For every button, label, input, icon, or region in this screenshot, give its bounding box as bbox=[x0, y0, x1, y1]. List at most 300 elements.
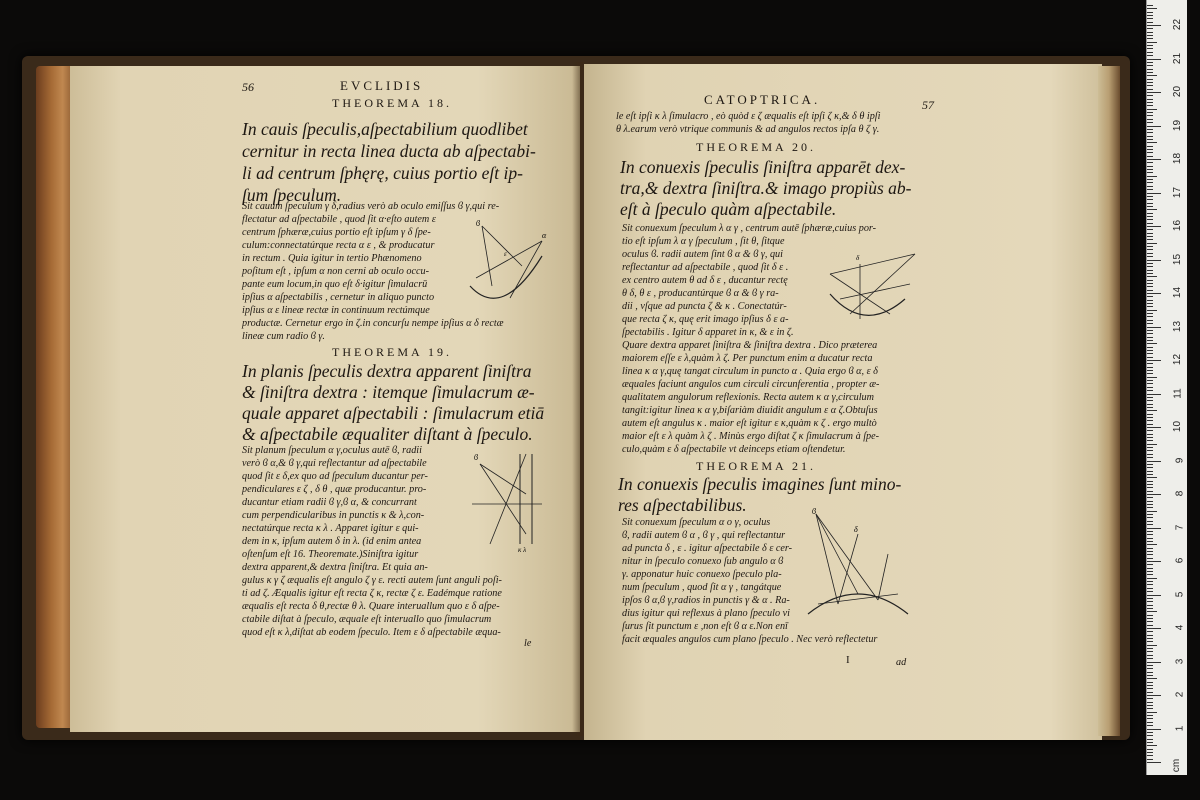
ruler-label: 12 bbox=[1171, 353, 1183, 366]
ruler-label: 4 bbox=[1174, 624, 1186, 631]
ruler-tick bbox=[1147, 82, 1153, 83]
figure-convex-mirror-21 bbox=[798, 504, 918, 634]
ruler-tick bbox=[1147, 79, 1153, 80]
theorem-19-heading: THEOREMA 19. bbox=[332, 345, 452, 359]
ruler-tick bbox=[1147, 15, 1153, 16]
ruler-tick bbox=[1147, 430, 1153, 431]
ruler-tick bbox=[1147, 115, 1153, 116]
ruler-tick bbox=[1147, 95, 1153, 96]
ruler-tick bbox=[1147, 608, 1153, 609]
left-page bbox=[70, 66, 580, 732]
ruler-tick bbox=[1147, 75, 1157, 76]
ruler-tick bbox=[1147, 290, 1153, 291]
demonstration-line: ad puncta δ , ε . igitur aſpectabile δ ε cer- bbox=[622, 543, 793, 554]
ruler-tick bbox=[1147, 648, 1153, 649]
svg-text:δ: δ bbox=[856, 254, 860, 262]
demonstration-line: autem eſt angulus κ . maior eſt igitur ε κ,quàm κ ζ . ergo multò bbox=[622, 418, 877, 429]
page-edges-right bbox=[1098, 66, 1120, 736]
ruler-tick bbox=[1147, 213, 1153, 214]
measuring-ruler bbox=[1146, 0, 1187, 775]
ruler-tick bbox=[1147, 25, 1161, 26]
proposition-line: cernitur in recta linea ducta ab aſpectabi- bbox=[242, 141, 536, 161]
ruler-tick bbox=[1147, 172, 1153, 173]
ruler-tick bbox=[1147, 464, 1153, 465]
ruler-unit: cm bbox=[1170, 758, 1182, 773]
figure-concave-mirror bbox=[462, 216, 552, 306]
ruler-label: 9 bbox=[1174, 457, 1186, 463]
ruler-tick bbox=[1147, 615, 1153, 616]
ruler-tick bbox=[1147, 745, 1157, 746]
ruler-tick bbox=[1147, 635, 1153, 636]
demonstration-line: nectatúrque recta κ λ . Apparet igitur ε qui- bbox=[242, 523, 419, 534]
ruler-label: 14 bbox=[1171, 286, 1183, 299]
demonstration-line: tio eſt ipſum λ α γ ſpeculum , ſit θ, ſitque bbox=[622, 236, 785, 247]
ruler-tick bbox=[1147, 300, 1153, 301]
ruler-tick bbox=[1147, 42, 1157, 43]
ruler-tick bbox=[1147, 407, 1153, 408]
ruler-tick bbox=[1147, 605, 1153, 606]
ruler-tick bbox=[1147, 306, 1153, 307]
demonstration-line: ipſius α aſpectabilis , cernetur in aliquo puncto bbox=[242, 292, 435, 303]
ruler-tick bbox=[1147, 638, 1153, 639]
ruler-tick bbox=[1147, 662, 1161, 663]
ruler-tick bbox=[1147, 129, 1153, 130]
demonstration-line: poſitum eſt , ipſum α non cerni ab oculo occu- bbox=[242, 266, 429, 277]
ruler-tick bbox=[1147, 410, 1157, 411]
ruler-tick bbox=[1147, 367, 1153, 368]
ruler-label: 18 bbox=[1171, 152, 1183, 165]
ruler-tick bbox=[1147, 440, 1153, 441]
demonstration-line: ctabile diſtat à ſpeculo, æquale eſt interuallo quo ſimulacrum bbox=[242, 614, 492, 625]
svg-text:α: α bbox=[542, 231, 547, 240]
ruler-tick bbox=[1147, 223, 1153, 224]
demonstration-line: Quare dextra apparet ſiniſtra & ſiniſtra dextra . Dico præterea bbox=[622, 340, 878, 351]
proposition-line: tra,& dextra ſiniſtra.& imago propiùs ab- bbox=[620, 178, 912, 198]
demonstration-line: γ. apponatur huic conuexo ſpeculo pla- bbox=[622, 569, 782, 580]
demonstration-line: ſurus ſit punctum ε ,non eſt ϐ α ε.Non enī bbox=[622, 621, 788, 632]
demonstration-line: centrum ſphæræ,cuius portio eſt ipſum γ δ ſpe- bbox=[242, 227, 431, 238]
ruler-tick bbox=[1147, 283, 1153, 284]
ruler-tick bbox=[1147, 682, 1153, 683]
ruler-tick bbox=[1147, 450, 1153, 451]
ruler-tick bbox=[1147, 621, 1153, 622]
theorem-20-heading: THEOREMA 20. bbox=[696, 140, 816, 154]
ruler-tick bbox=[1147, 554, 1153, 555]
ruler-tick bbox=[1147, 611, 1157, 612]
demonstration-line: maiorem eſſe ε λ,quàm λ ζ. Per punctum enim α ducatur recta bbox=[622, 353, 873, 364]
ruler-tick bbox=[1147, 256, 1153, 257]
demonstration-line: æqualis eſt recta δ θ,rectæ θ λ. Quare interuallum quo ε δ aſpe- bbox=[242, 601, 500, 612]
proposition-line: In cauis ſpeculis,aſpectabilium quodlibet bbox=[242, 119, 528, 139]
ruler-label: 11 bbox=[1172, 387, 1184, 399]
ruler-tick bbox=[1147, 253, 1153, 254]
ruler-tick bbox=[1147, 270, 1153, 271]
demonstration-line: in rectum . Quia igitur in tertio Phænomeno bbox=[242, 253, 422, 264]
ruler-tick bbox=[1147, 568, 1153, 569]
running-head-left: EVCLIDIS bbox=[340, 78, 424, 93]
ruler-tick bbox=[1147, 584, 1153, 585]
ruler-tick bbox=[1147, 541, 1153, 542]
ruler-tick bbox=[1147, 323, 1153, 324]
ruler-tick bbox=[1147, 142, 1157, 143]
demonstration-line: tangit:igitur linea κ α γ,biſariàm diuidit angulum ε α ζ.Obtuſus bbox=[622, 405, 878, 416]
proposition-line: li ad centrum ſphęrę, cuius portio eſt ip- bbox=[242, 163, 523, 183]
ruler-tick bbox=[1147, 497, 1153, 498]
ruler-tick bbox=[1147, 491, 1153, 492]
ruler-tick bbox=[1147, 655, 1153, 656]
ruler-tick bbox=[1147, 461, 1161, 462]
proposition-line: In conuexis ſpeculis imagines ſunt mino- bbox=[618, 474, 902, 494]
ruler-tick bbox=[1147, 166, 1153, 167]
ruler-tick bbox=[1147, 501, 1153, 502]
folio-left: 56 bbox=[242, 80, 254, 94]
demonstration-line: ipſius α ε lineæ rectæ in continuum rectúmque bbox=[242, 305, 430, 316]
ruler-tick bbox=[1147, 243, 1157, 244]
ruler-tick bbox=[1147, 397, 1153, 398]
proposition-line: quale apparet aſpectabili : ſimulacrum etiā bbox=[242, 403, 545, 423]
ruler-label: 17 bbox=[1171, 186, 1183, 198]
ruler-tick bbox=[1147, 182, 1153, 183]
ruler-tick bbox=[1147, 159, 1161, 160]
ruler-tick bbox=[1147, 199, 1153, 200]
ruler-tick bbox=[1147, 534, 1153, 535]
ruler-tick bbox=[1147, 651, 1153, 652]
ruler-label: 8 bbox=[1174, 490, 1186, 497]
ruler-tick bbox=[1147, 477, 1157, 478]
ruler-tick bbox=[1147, 350, 1153, 351]
ruler-tick bbox=[1147, 109, 1157, 110]
ruler-tick bbox=[1147, 708, 1153, 709]
ruler-tick bbox=[1147, 62, 1153, 63]
ruler-tick bbox=[1147, 162, 1153, 163]
catchword-left: le bbox=[524, 638, 532, 649]
ruler-tick bbox=[1147, 484, 1153, 485]
ruler-tick bbox=[1147, 591, 1153, 592]
ruler-tick bbox=[1147, 55, 1153, 56]
ruler-tick bbox=[1147, 571, 1153, 572]
ruler-tick bbox=[1147, 122, 1153, 123]
ruler-tick bbox=[1147, 233, 1153, 234]
ruler-tick bbox=[1147, 544, 1157, 545]
ruler-tick bbox=[1147, 186, 1153, 187]
svg-text:δ: δ bbox=[854, 525, 858, 534]
ruler-label: 7 bbox=[1174, 524, 1186, 530]
ruler-tick bbox=[1147, 742, 1153, 743]
ruler-tick bbox=[1147, 718, 1153, 719]
demonstration-line: oſtenſum eſt 16. Theoremate.)Siniſtra igitur bbox=[242, 549, 419, 560]
ruler-tick bbox=[1147, 280, 1153, 281]
ruler-tick bbox=[1147, 327, 1161, 328]
ruler-tick bbox=[1147, 209, 1157, 210]
ruler-tick bbox=[1147, 474, 1153, 475]
demonstration-line: facit æquales angulos cum plano ſpeculo . Nec verò reflectetur bbox=[622, 634, 878, 645]
demonstration-line: Sit conuexum ſpeculum α ο γ, oculus bbox=[622, 517, 771, 528]
demonstration-line: que recta ζ κ, quę erit imago ipſius δ ε a- bbox=[622, 314, 789, 325]
ruler-tick bbox=[1147, 698, 1153, 699]
ruler-tick bbox=[1147, 538, 1153, 539]
figure-convex-mirror-20 bbox=[820, 244, 920, 334]
demonstration-line: ducantur etiam radii ϐ γ,ϐ α, & concurrant bbox=[242, 497, 417, 508]
ruler-tick bbox=[1147, 531, 1153, 532]
ruler-tick bbox=[1147, 625, 1153, 626]
ruler-tick bbox=[1147, 370, 1153, 371]
proposition-line: In planis ſpeculis dextra apparent ſiniſtra bbox=[242, 361, 532, 381]
ruler-label: 6 bbox=[1174, 557, 1186, 564]
ruler-tick bbox=[1147, 357, 1153, 358]
ruler-tick bbox=[1147, 715, 1153, 716]
svg-text:ϐ: ϐ bbox=[474, 453, 478, 462]
ruler-tick bbox=[1147, 581, 1153, 582]
demonstration-line: ϐ, radii autem ϐ α , ϐ γ , qui reflectantur bbox=[622, 530, 786, 541]
ruler-tick bbox=[1147, 303, 1153, 304]
demonstration-line: dem in κ, ipſum autem δ in λ. (id enim antea bbox=[242, 536, 422, 547]
ruler-tick bbox=[1147, 712, 1157, 713]
demonstration-line: linea κ α γ,quę tangat circulum in puncto α . Quia ergo ϐ α, ε δ bbox=[622, 366, 878, 377]
demonstration-line: ſpectabilis . Igitur δ apparet in κ, & ε in ζ. bbox=[622, 327, 794, 338]
ruler-tick bbox=[1147, 273, 1153, 274]
page-edges-left bbox=[36, 66, 74, 728]
ruler-tick bbox=[1147, 69, 1153, 70]
ruler-tick bbox=[1147, 383, 1153, 384]
demonstration-line: gulus κ γ ζ æqualis eſt angulo ζ γ ε. recti autem ſunt anguli poſi- bbox=[242, 575, 502, 586]
ruler-tick bbox=[1147, 102, 1153, 103]
ruler-tick bbox=[1147, 337, 1153, 338]
ruler-tick bbox=[1147, 454, 1153, 455]
demonstration-line: qualitatem angulorum reflexionis. Recta autem κ α γ,circulum bbox=[622, 392, 875, 403]
ruler-tick bbox=[1147, 276, 1157, 277]
demonstration-line: θ δ, θ ε , producantúrque ϐ α & ϐ γ ra- bbox=[622, 288, 779, 299]
signature-mark: I bbox=[846, 654, 850, 666]
demonstration-line: cum perpendicularibus in punctis κ & λ,con- bbox=[242, 510, 425, 521]
ruler-tick bbox=[1147, 179, 1153, 180]
demonstration-line: culo,quàm ε δ aſpectabile vt deinceps etiam oſtendetur. bbox=[622, 444, 846, 455]
svg-text:κ λ: κ λ bbox=[518, 546, 527, 554]
ruler-tick bbox=[1147, 514, 1153, 515]
ruler-tick bbox=[1147, 249, 1153, 250]
ruler-tick bbox=[1147, 561, 1161, 562]
ruler-tick bbox=[1147, 45, 1153, 46]
ruler-tick bbox=[1147, 119, 1153, 120]
demonstration-line: quod eſt κ λ,diſtat ab eodem ſpeculo. Item ε δ aſpectabile æqua- bbox=[242, 627, 501, 638]
proposition-line: res aſpectabilibus. bbox=[618, 495, 747, 515]
ruler-tick bbox=[1147, 457, 1153, 458]
ruler-label: 13 bbox=[1171, 320, 1183, 332]
demonstration-line: ex centro autem θ ad δ ε , ducantur rectę bbox=[622, 275, 788, 286]
ruler-tick bbox=[1147, 316, 1153, 317]
catchword-right: ad bbox=[896, 657, 907, 668]
demonstration-line: productæ. Cernetur ergo in ζ.in concurſu nempe ipſius α δ rectæ bbox=[242, 318, 504, 329]
ruler-tick bbox=[1147, 72, 1153, 73]
demonstration-line: dextra apparent,& dextra ſiniſtra. Et quia an- bbox=[242, 562, 428, 573]
ruler-tick bbox=[1147, 226, 1161, 227]
ruler-tick bbox=[1147, 601, 1153, 602]
demonstration-line: dius igitur qui reflexus à plano ſpeculo vi bbox=[622, 608, 790, 619]
demonstration-line: verò ϐ α,& ϐ γ,qui reflectantur ad aſpectabile bbox=[242, 458, 427, 469]
ruler-tick bbox=[1147, 437, 1153, 438]
ruler-tick bbox=[1147, 35, 1153, 36]
ruler-tick bbox=[1147, 447, 1153, 448]
ruler-tick bbox=[1147, 296, 1153, 297]
ruler-tick bbox=[1147, 631, 1153, 632]
ruler-tick bbox=[1147, 152, 1153, 153]
ruler-tick bbox=[1147, 675, 1153, 676]
ruler-tick bbox=[1147, 363, 1153, 364]
ruler-tick bbox=[1147, 32, 1153, 33]
ruler-label: 2 bbox=[1174, 691, 1186, 698]
ruler-tick bbox=[1147, 293, 1161, 294]
folio-right: 57 bbox=[922, 98, 934, 112]
demonstration-line: lineæ cum radio ϐ γ. bbox=[242, 331, 325, 342]
ruler-tick bbox=[1147, 598, 1153, 599]
ruler-tick bbox=[1147, 471, 1153, 472]
ruler-tick bbox=[1147, 759, 1153, 760]
theorem-18-heading: THEOREMA 18. bbox=[332, 96, 452, 110]
demonstration-line: nitur in ſpeculo conuexo ſub angulo α ϐ bbox=[622, 556, 784, 567]
ruler-tick bbox=[1147, 246, 1153, 247]
ruler-tick bbox=[1147, 156, 1153, 157]
ruler-tick bbox=[1147, 672, 1153, 673]
ruler-label: 3 bbox=[1174, 658, 1186, 664]
continuation-line: θ λ.earum verò vtrique communis & ad angulos rectos ipſa θ ζ γ. bbox=[616, 124, 880, 135]
demonstration-line: quod ſit ε δ,ex quo ad ſpeculum ducantur per- bbox=[242, 471, 428, 482]
ruler-tick bbox=[1147, 645, 1157, 646]
ruler-tick bbox=[1147, 404, 1153, 405]
ruler-tick bbox=[1147, 551, 1153, 552]
ruler-tick bbox=[1147, 528, 1161, 529]
ruler-tick bbox=[1147, 206, 1153, 207]
ruler-tick bbox=[1147, 427, 1161, 428]
ruler-tick bbox=[1147, 390, 1153, 391]
ruler-tick bbox=[1147, 595, 1161, 596]
ruler-tick bbox=[1147, 658, 1153, 659]
ruler-tick bbox=[1147, 219, 1153, 220]
demonstration-line: Sit conuexum ſpeculum λ α γ , centrum autē ſphæræ,cuius por- bbox=[622, 223, 877, 234]
ruler-tick bbox=[1147, 400, 1153, 401]
ruler-tick bbox=[1147, 132, 1153, 133]
demonstration-line: pante eum locum,in quo eſt δ·igitur ſimulacrū bbox=[242, 279, 428, 290]
proposition-line: In conuexis ſpeculis ſiniſtra apparēt dex- bbox=[620, 157, 906, 177]
ruler-tick bbox=[1147, 752, 1153, 753]
demonstration-line: dii , vſque ad puncta ζ & κ . Conectatúr- bbox=[622, 301, 787, 312]
ruler-tick bbox=[1147, 735, 1153, 736]
demonstration-line: reflectantur ad aſpectabile , quod ſit δ ε . bbox=[622, 262, 789, 273]
ruler-tick bbox=[1147, 548, 1153, 549]
continuation-line: le eſt ipſi κ λ ſimulacro , eò quòd ε ζ æqualis eſt ipſi ζ κ,& δ θ ipſi bbox=[616, 111, 881, 122]
ruler-tick bbox=[1147, 333, 1153, 334]
ruler-tick bbox=[1147, 310, 1157, 311]
ruler-tick bbox=[1147, 99, 1153, 100]
svg-text:ε: ε bbox=[504, 250, 507, 258]
ruler-tick bbox=[1147, 739, 1153, 740]
ruler-tick bbox=[1147, 521, 1153, 522]
ruler-tick bbox=[1147, 373, 1153, 374]
right-page bbox=[584, 64, 1102, 740]
ruler-tick bbox=[1147, 263, 1153, 264]
ruler-tick bbox=[1147, 176, 1157, 177]
ruler-tick bbox=[1147, 467, 1153, 468]
ruler-tick bbox=[1147, 229, 1153, 230]
demonstration-line: pendiculares ε ζ , δ θ , quæ producantur. pro- bbox=[242, 484, 427, 495]
ruler-tick bbox=[1147, 618, 1153, 619]
ruler-label: 16 bbox=[1171, 219, 1183, 232]
ruler-tick bbox=[1147, 641, 1153, 642]
ruler-tick bbox=[1147, 685, 1153, 686]
ruler-tick bbox=[1147, 668, 1153, 669]
ruler-tick bbox=[1147, 574, 1153, 575]
ruler-tick bbox=[1147, 5, 1153, 6]
proposition-line: & aſpectabile æqualiter diſtant à ſpeculo. bbox=[242, 424, 533, 444]
demonstration-line: æquales faciunt angulos cum circuli circunferentia , propter æ- bbox=[622, 379, 880, 390]
ruler-tick bbox=[1147, 749, 1153, 750]
ruler-tick bbox=[1147, 705, 1153, 706]
ruler-tick bbox=[1147, 92, 1161, 93]
ruler-tick bbox=[1147, 18, 1153, 19]
ruler-tick bbox=[1147, 504, 1153, 505]
ruler-label: 20 bbox=[1171, 85, 1183, 98]
ruler-tick bbox=[1147, 286, 1153, 287]
ruler-tick bbox=[1147, 149, 1153, 150]
ruler-tick bbox=[1147, 266, 1153, 267]
ruler-tick bbox=[1147, 193, 1161, 194]
running-head-right: CATOPTRICA. bbox=[704, 92, 821, 107]
ruler-tick bbox=[1147, 481, 1153, 482]
ruler-tick bbox=[1147, 105, 1153, 106]
ruler-tick bbox=[1147, 28, 1153, 29]
ruler-tick bbox=[1147, 112, 1153, 113]
ruler-tick bbox=[1147, 320, 1153, 321]
ruler-tick bbox=[1147, 8, 1157, 9]
ruler-tick bbox=[1147, 380, 1153, 381]
ruler-tick bbox=[1147, 695, 1161, 696]
svg-text:ϐ: ϐ bbox=[812, 507, 816, 516]
demonstration-line: culum:connectatúrque recta α ε , & producatur bbox=[242, 240, 435, 251]
demonstration-line: num ſpeculum , quod ſit α γ , tangátque bbox=[622, 582, 782, 593]
demonstration-line: flectatur ad aſpectabile , quod ſit α·eſto autem ε bbox=[242, 214, 436, 225]
figure-plane-mirror bbox=[462, 444, 552, 554]
ruler-tick bbox=[1147, 203, 1153, 204]
ruler-tick bbox=[1147, 189, 1153, 190]
ruler-tick bbox=[1147, 313, 1153, 314]
demonstration-line: oculus ϐ. radii autem ſint ϐ α & ϐ γ, qui bbox=[622, 249, 783, 260]
ruler-tick bbox=[1147, 729, 1161, 730]
demonstration-line: maior eſt ε λ quàm λ ζ . Minùs ergo diſtat ζ κ ſimulacrum à ſpe- bbox=[622, 431, 880, 442]
ruler-tick bbox=[1147, 330, 1153, 331]
theorem-21-heading: THEOREMA 21. bbox=[696, 459, 816, 473]
ruler-tick bbox=[1147, 424, 1153, 425]
ruler-tick bbox=[1147, 126, 1161, 127]
ruler-tick bbox=[1147, 196, 1153, 197]
ruler-tick bbox=[1147, 38, 1153, 39]
ruler-tick bbox=[1147, 387, 1153, 388]
ruler-tick bbox=[1147, 343, 1157, 344]
ruler-tick bbox=[1147, 377, 1157, 378]
ruler-tick bbox=[1147, 139, 1153, 140]
ruler-tick bbox=[1147, 762, 1161, 763]
ruler-tick bbox=[1147, 564, 1153, 565]
ruler-tick bbox=[1147, 511, 1157, 512]
ruler-tick bbox=[1147, 239, 1153, 240]
ruler-tick bbox=[1147, 414, 1153, 415]
proposition-line: & ſiniſtra dextra : itemque ſimulacrum æ- bbox=[242, 382, 535, 402]
ruler-tick bbox=[1147, 558, 1153, 559]
ruler-tick bbox=[1147, 517, 1153, 518]
ruler-tick bbox=[1147, 260, 1161, 261]
ruler-tick bbox=[1147, 665, 1153, 666]
ruler-tick bbox=[1147, 59, 1161, 60]
ruler-tick bbox=[1147, 434, 1153, 435]
ruler-label: 15 bbox=[1171, 253, 1183, 265]
ruler-tick bbox=[1147, 494, 1161, 495]
